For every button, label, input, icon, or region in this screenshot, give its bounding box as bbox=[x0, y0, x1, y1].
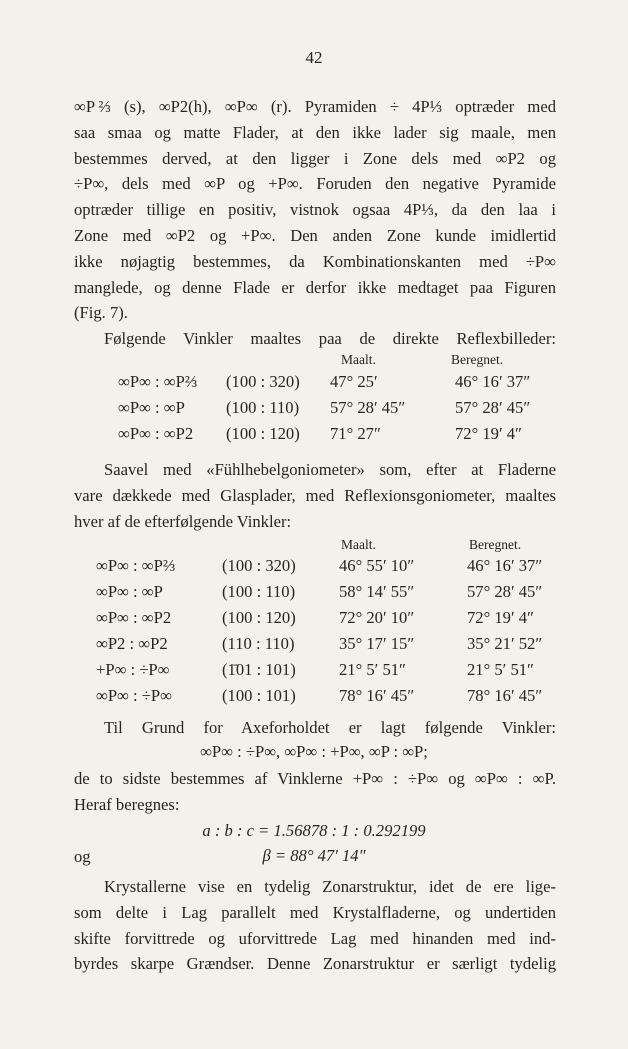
header-calculated: Beregnet. bbox=[451, 352, 504, 367]
header-calculated: Beregnet. bbox=[469, 537, 522, 552]
table-row bbox=[0, 424, 628, 448]
axis-text bbox=[74, 766, 556, 818]
text-line: ÷P∞, dels med ∞P og +P∞. Foruden den negative Pyramide bbox=[74, 174, 556, 194]
text-line: saa smaa og matte Flader, at den ikke lader sig maale, men bbox=[74, 122, 556, 142]
text-line: som delte i Lag parallelt med Krystalfladerne, og undertiden bbox=[74, 902, 556, 922]
text-line: skifte forvittrede og uforvittrede Lag med hinanden med ind- bbox=[74, 928, 556, 948]
measured-cell: 72° 20′ 10″ bbox=[339, 608, 415, 627]
calculated-cell: 57° 28′ 45″ bbox=[467, 582, 543, 601]
reflex-intro bbox=[104, 326, 556, 352]
faces-cell: ∞P2 : ∞P2 bbox=[96, 634, 168, 653]
faces-cell: ∞P∞ : ∞P bbox=[96, 582, 163, 601]
measured-cell: 35° 17′ 15″ bbox=[339, 634, 415, 653]
faces-cell: ∞P∞ : ∞P2 bbox=[96, 608, 172, 627]
text-line: ∞P ⅔ (s), ∞P2(h), ∞P∞ (r). Pyramiden ÷ 4P⅓ optræder med bbox=[74, 97, 556, 116]
table-row bbox=[0, 686, 628, 710]
faces-cell: ∞P∞ : ∞P⅔ bbox=[96, 556, 176, 575]
text-line: Til Grund for Axeforholdet er lagt følgende Vinkler: bbox=[104, 718, 556, 737]
table-row bbox=[0, 398, 628, 422]
measured-cell: 47° 25′ bbox=[330, 372, 378, 391]
measured-cell: 78° 16′ 45″ bbox=[339, 686, 415, 705]
measured-cell: 58° 14′ 55″ bbox=[339, 582, 415, 601]
text-line: manglede, og denne Flade er derfor ikke medtaget paa Figuren bbox=[74, 277, 556, 297]
faces-cell: ∞P∞ : ∞P⅔ bbox=[118, 372, 198, 391]
table-row bbox=[0, 556, 628, 580]
beta-angle: β = 88° 47′ 14″ bbox=[262, 846, 366, 865]
indices-cell: (100 : 110) bbox=[226, 398, 300, 417]
faces-cell: ∞P∞ : ∞P2 bbox=[118, 424, 194, 443]
text-line: vare dækkede med Glasplader, med Reflexionsgoniometer, maaltes bbox=[74, 485, 556, 505]
measured-cell: 57° 28′ 45″ bbox=[330, 398, 406, 417]
calculated-cell: 72° 19′ 4″ bbox=[467, 608, 534, 627]
text-line: byrdes skarpe Grændser. Denne Zonarstruktur er særligt tydelig bbox=[74, 954, 556, 974]
header-measured: Maalt. bbox=[341, 537, 376, 552]
measured-cell: 46° 55′ 10″ bbox=[339, 556, 415, 575]
intro-paragraph bbox=[74, 94, 556, 326]
axis-formula: ∞P∞ : ÷P∞, ∞P∞ : +P∞, ∞P : ∞P; bbox=[200, 742, 428, 761]
header-measured: Maalt. bbox=[341, 352, 376, 367]
faces-cell: ∞P∞ : ÷P∞ bbox=[96, 686, 172, 705]
text-line: Heraf beregnes: bbox=[74, 794, 180, 814]
text-line: Følgende Vinkler maaltes paa de direkte Reflexbilleder: bbox=[104, 329, 556, 348]
text-line: ikke nøjagtig bestemmes, da Kombinationskanten med ÷P∞ bbox=[74, 251, 556, 271]
axis-ratio: a : b : c = 1.56878 : 1 : 0.292199 bbox=[202, 821, 426, 840]
calculated-cell: 72° 19′ 4″ bbox=[455, 424, 522, 443]
text-line: Zone med ∞P2 og +P∞. Den anden Zone kunde imidlertid bbox=[74, 225, 556, 245]
indices-cell: (100 : 320) bbox=[222, 556, 296, 575]
text-line: optræder tillige en positiv, vistnok ogsaa 4P⅓, da den laa i bbox=[74, 200, 556, 220]
og-word: og bbox=[74, 847, 91, 866]
middle-paragraph bbox=[74, 457, 556, 534]
text-line: bestemmes derved, at den ligger i Zone dels med ∞P2 og bbox=[74, 148, 556, 168]
indices-cell: (100 : 101) bbox=[222, 686, 296, 705]
text-line: Saavel med «Fühlhebelgoniometer» som, efter at Fladerne bbox=[104, 460, 556, 479]
faces-cell: +P∞ : ÷P∞ bbox=[96, 660, 170, 679]
indices-cell: (100 : 320) bbox=[226, 372, 300, 391]
text-line: hver af de efterfølgende Vinkler: bbox=[74, 511, 292, 531]
indices-cell: (100 : 120) bbox=[226, 424, 300, 443]
calculated-cell: 46° 16′ 37″ bbox=[467, 556, 543, 575]
text-line: Krystallerne vise en tydelig Zonarstruktur, idet de ere lige- bbox=[104, 877, 556, 896]
table-row bbox=[0, 634, 628, 658]
table-row bbox=[0, 660, 628, 684]
text-line: de to sidste bestemmes af Vinklerne +P∞ : ÷P∞ og ∞P∞ : ∞P. bbox=[74, 769, 556, 788]
measured-cell: 21° 5′ 51″ bbox=[339, 660, 406, 679]
page-number: 42 bbox=[305, 48, 323, 67]
indices-cell: (100 : 110) bbox=[222, 582, 296, 601]
calculated-cell: 35° 21′ 52″ bbox=[467, 634, 543, 653]
measured-cell: 71° 27″ bbox=[330, 424, 381, 443]
table-row bbox=[0, 608, 628, 632]
table-row bbox=[0, 582, 628, 606]
text-line: (Fig. 7). bbox=[74, 303, 128, 323]
axis-intro bbox=[104, 715, 556, 741]
faces-cell: ∞P∞ : ∞P bbox=[118, 398, 185, 417]
table-row bbox=[0, 372, 628, 396]
calculated-cell: 78° 16′ 45″ bbox=[467, 686, 543, 705]
indices-cell: (100 : 120) bbox=[222, 608, 296, 627]
calculated-cell: 46° 16′ 37″ bbox=[455, 372, 531, 391]
calculated-cell: 21° 5′ 51″ bbox=[467, 660, 534, 679]
calculated-cell: 57° 28′ 45″ bbox=[455, 398, 531, 417]
indices-cell: (110 : 110) bbox=[222, 634, 295, 653]
indices-cell: (1̄01 : 101) bbox=[222, 660, 296, 679]
closing-paragraph bbox=[74, 874, 556, 977]
